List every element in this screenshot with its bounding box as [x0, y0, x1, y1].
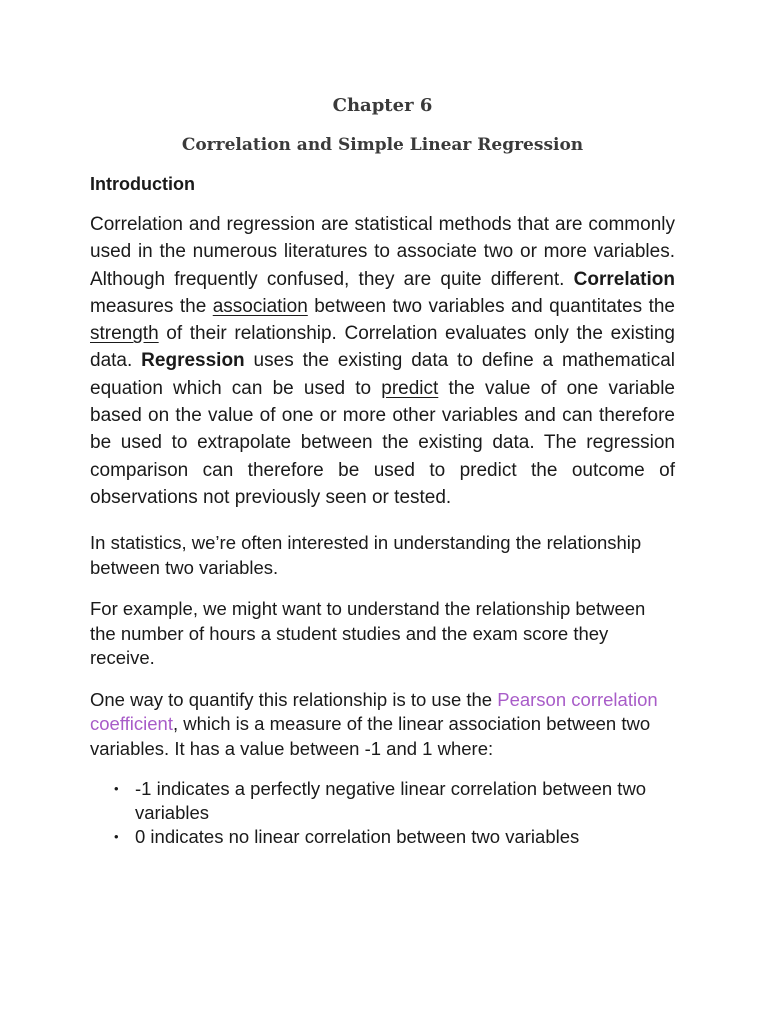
- section-heading: Introduction: [90, 174, 195, 194]
- term-correlation: Correlation: [573, 268, 675, 290]
- quantify-text-after: , which is a measure of the linear association between two variables. It has a value between -1 and 1 where:: [90, 713, 651, 759]
- quantify-paragraph: [90, 688, 675, 762]
- document-page: [90, 90, 675, 849]
- underlined-association: association: [212, 295, 308, 317]
- underlined-strength: strength: [90, 323, 159, 345]
- pearson-link[interactable]: Pearson correlation coefficient: [90, 688, 658, 735]
- underlined-predict: predict: [381, 377, 439, 399]
- list-item-text: 0 indicates no linear correlation between two variables: [135, 826, 580, 848]
- chapter-label: Chapter 6: [332, 95, 433, 116]
- bullet-dot-icon: •: [114, 829, 119, 845]
- intro-text-3: between two variables and quantitates the: [307, 295, 675, 317]
- list-item: [90, 825, 675, 849]
- list-item: [90, 777, 675, 825]
- intro-text-1: Correlation and regression are statistical methods that are commonly used in the numerous literatures to associate two or more variables. Although frequently confused, they are quite different.: [90, 214, 675, 290]
- bullet-list: [90, 777, 675, 849]
- intro-text-6: the value of one variable based on the value of one or more other variables and can therefore be used to extrapolate between the existing data. The regression comparison can therefore be used to predict the outcome of observations not previously seen or tested.: [90, 377, 675, 508]
- intro-text-5: uses the existing data to define a mathematical equation which can be used to: [90, 350, 675, 399]
- example-paragraph: For example, we might want to understand the relationship between the number of hours a student studies and the exam score they receive.: [90, 598, 646, 669]
- intro-text-2: measures the: [90, 295, 213, 317]
- term-regression: Regression: [141, 350, 245, 372]
- interest-paragraph: In statistics, we’re often interested in understanding the relationship between two variables.: [90, 532, 642, 578]
- bullet-dot-icon: •: [114, 781, 119, 797]
- chapter-title: Correlation and Simple Linear Regression: [181, 135, 584, 155]
- quantify-text-before: One way to quantify this relationship is to use the: [90, 688, 498, 710]
- list-item-text: -1 indicates a perfectly negative linear correlation between two variables: [135, 778, 647, 824]
- intro-text-4: of their relationship. Correlation evaluates only the existing data.: [90, 323, 675, 372]
- intro-paragraph: [90, 211, 675, 511]
